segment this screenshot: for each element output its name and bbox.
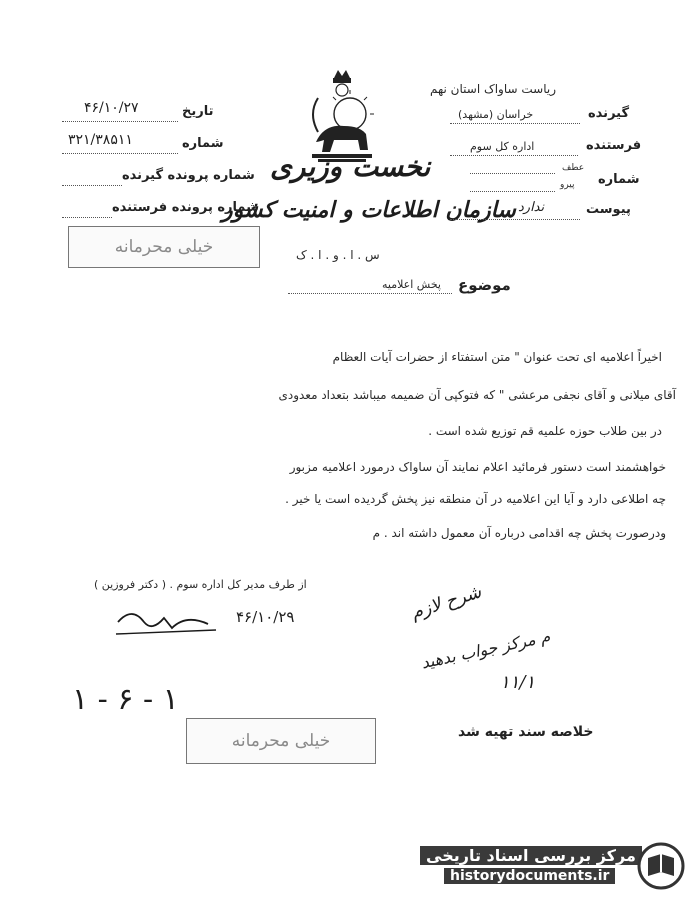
number-line-left (62, 152, 178, 154)
attachment-value: ندارد (518, 200, 545, 215)
sender-line (450, 154, 578, 156)
body-line-2: آقای میلانی و آقای نجفی مرعشی " که فتوکپی آن ضمیمه میباشد بتعداد معدودی (278, 388, 676, 402)
handwritten-note-1: شرح لازم (408, 581, 484, 624)
recipient-label: گیرنده (588, 106, 630, 121)
reference-label: عطف (562, 163, 585, 173)
number-value: ۳۲۱/۳۸۵۱۱ (68, 132, 133, 148)
handwritten-note-3: ۱۱/۱ (500, 672, 536, 693)
sender-file-label: شماره پرونده فرستنده (112, 200, 259, 215)
date-label: تاریخ (182, 104, 214, 119)
recipient-department: ریاست ساواک استان نهم (430, 82, 556, 96)
watermark-title: مرکز بررسی اسناد تاریخی (420, 846, 642, 865)
number-label-left: شماره (182, 136, 224, 151)
number-line-right-2 (470, 190, 555, 192)
subject-value: پخش اعلامیه (382, 278, 441, 291)
previous-label: پیرو (560, 180, 575, 190)
sender-file-line (62, 216, 112, 218)
recipient-line (450, 122, 580, 124)
organization-title: سازمان اطلاعات و امنیت کشور (222, 197, 516, 223)
body-line-5: چه اطلاعی دارد و آیا این اعلامیه در آن منطقه نیز پخش گردیده است یا خیر . (285, 492, 666, 506)
body-line-1: اخیراً اعلامیه ای تحت عنوان " متن استفتاء از حضرات آیات العظام (332, 350, 662, 364)
classification-stamp-bottom: خیلی محرمانه (186, 718, 376, 764)
book-icon (636, 842, 686, 890)
ministry-title: نخست وزیری (270, 150, 431, 183)
attachment-label: پیوست (586, 202, 631, 217)
attachment-line (450, 218, 580, 220)
subject-label: موضوع (458, 276, 511, 294)
recipient-value: خراسان (مشهد) (458, 108, 534, 121)
number-line-right (470, 172, 555, 174)
sender-label: فرستنده (586, 138, 642, 153)
signature-date: ۴۶/۱۰/۲۹ (236, 608, 295, 626)
number-label-right: شماره (598, 172, 640, 187)
date-value: ۴۶/۱۰/۲۷ (84, 100, 139, 116)
date-line (62, 120, 178, 122)
recipient-file-label: شماره پرونده گیرنده (122, 168, 255, 183)
recipient-file-line (62, 184, 122, 186)
organization-code: س . ا . و . ا . ک (296, 248, 380, 262)
handwritten-number-mark: ۱ - ۶ - ۱ (72, 682, 179, 717)
classification-stamp-top: خیلی محرمانه (68, 226, 260, 268)
body-line-3: در بین طلاب حوزه علمیه قم توزیع شده است . (428, 424, 662, 438)
body-line-4: خواهشمند است دستور فرمائید اعلام نمایند آن ساواک درمورد اعلامیه مزبور (289, 460, 666, 474)
on-behalf-line: از طرف مدیر کل اداره سوم . ( دکتر فروزین ) (94, 578, 307, 591)
subject-line (288, 292, 452, 294)
summary-note: خلاصه سند تهیه شد (458, 724, 594, 740)
signature-mark (112, 600, 222, 640)
sender-value: اداره کل سوم (470, 140, 535, 153)
handwritten-note-2: م مرکز جواب بدهید (419, 626, 552, 673)
watermark-url: historydocuments.ir (444, 868, 615, 884)
body-line-6: ودرصورت پخش چه اقدامی درباره آن معمول داشته اند . م (372, 526, 666, 540)
